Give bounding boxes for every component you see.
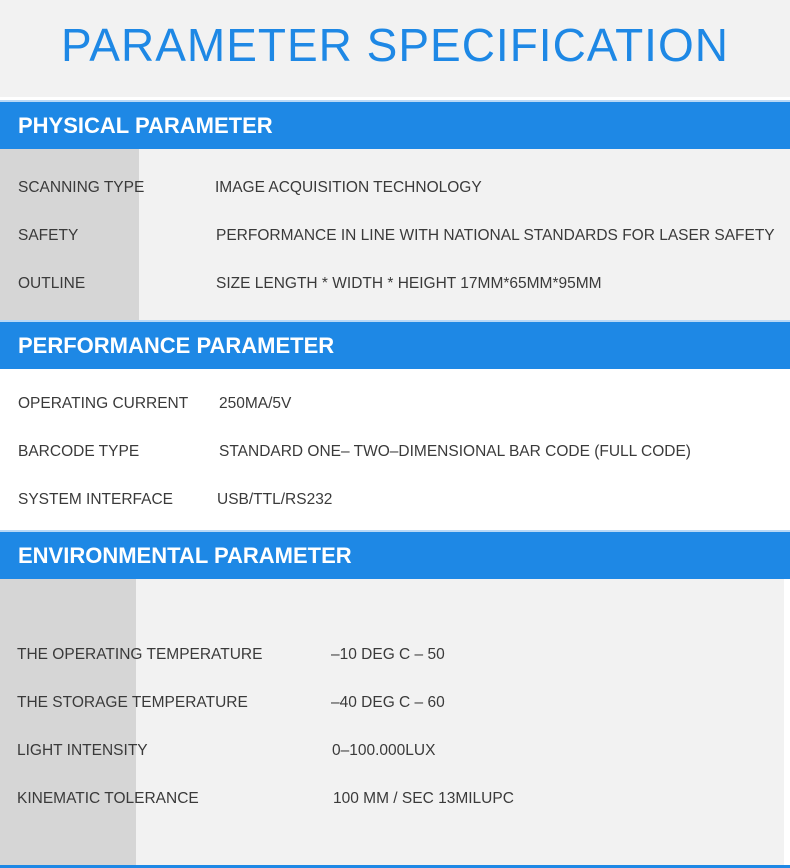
row-value: 250MA/5V (219, 395, 292, 412)
row-label: THE OPERATING TEMPERATURE (17, 646, 263, 663)
section-title: PERFORMANCE PARAMETER (18, 333, 335, 358)
row-value: STANDARD ONE– TWO–DIMENSIONAL BAR CODE (FULL CODE) (219, 443, 691, 460)
row-label: OPERATING CURRENT (18, 395, 189, 412)
row-label: OUTLINE (18, 275, 86, 292)
section-body-performance (0, 369, 790, 530)
section-title: PHYSICAL PARAMETER (18, 113, 273, 138)
section-title: ENVIRONMENTAL PARAMETER (18, 543, 352, 568)
row-label: SAFETY (18, 227, 79, 244)
section-header-environmental (0, 530, 790, 579)
row-value: USB/TTL/RS232 (217, 491, 333, 508)
row-label: SCANNING TYPE (18, 179, 145, 196)
section-header-performance (0, 320, 790, 369)
section-body-environmental (0, 579, 790, 865)
label-column (0, 579, 136, 865)
row-label: THE STORAGE TEMPERATURE (17, 694, 248, 711)
section-header-physical (0, 100, 790, 149)
value-column (136, 579, 784, 865)
row-value: PERFORMANCE IN LINE WITH NATIONAL STANDARDS FOR LASER SAFETY (216, 227, 775, 244)
row-value: –10 DEG C – 50 (331, 646, 445, 663)
row-value: IMAGE ACQUISITION TECHNOLOGY (215, 179, 482, 196)
row-value: –40 DEG C – 60 (331, 694, 445, 711)
row-value: 0–100.000LUX (332, 742, 436, 759)
page-title: PARAMETER SPECIFICATION (61, 19, 729, 71)
row-label: LIGHT INTENSITY (17, 742, 148, 759)
row-value: 100 MM / SEC 13MILUPC (333, 790, 514, 807)
section-body-physical (0, 149, 790, 320)
title-band (0, 0, 790, 97)
row-label: SYSTEM INTERFACE (18, 491, 174, 508)
row-value: SIZE LENGTH * WIDTH * HEIGHT 17MM*65MM*95MM (216, 275, 602, 292)
row-label: KINEMATIC TOLERANCE (17, 790, 199, 807)
row-label: BARCODE TYPE (18, 443, 140, 460)
